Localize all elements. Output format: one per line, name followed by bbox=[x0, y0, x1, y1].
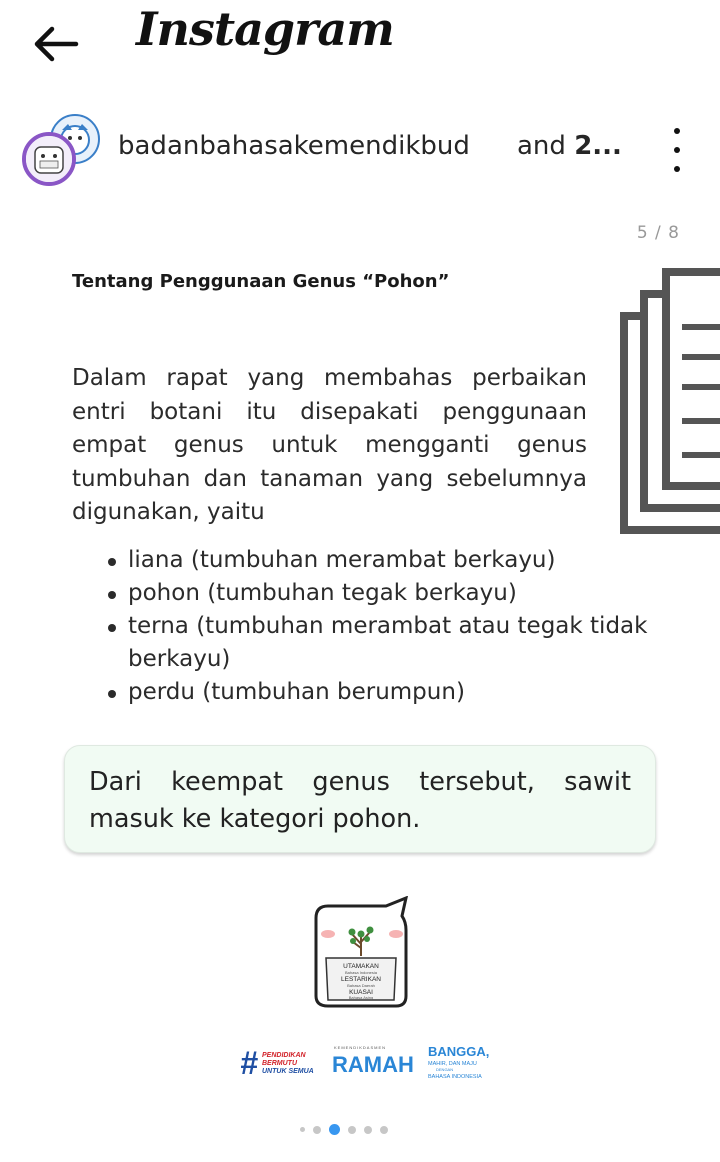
hashtag-icon: # bbox=[240, 1045, 258, 1081]
logo-bangga-sub3: BAHASA INDONESIA bbox=[428, 1074, 482, 1080]
pagination-dot-active[interactable] bbox=[329, 1124, 340, 1135]
carousel-pagination bbox=[300, 1124, 388, 1135]
slide-counter: 5 / 8 bbox=[636, 223, 680, 243]
post-username[interactable]: badanbahasakemendikbud bbox=[118, 131, 470, 161]
logo-ramah-top: KEMENDIKDASMEN bbox=[334, 1045, 387, 1050]
logo-pendidikan-3: UNTUK SEMUA bbox=[262, 1068, 314, 1075]
list-item: pohon (tumbuhan tegak berkayu) bbox=[72, 577, 672, 610]
slide-body-text: Dalam rapat yang membahas perbaikan entri botani itu disepakati penggunaan empat genus untuk mengganti genus tumbuhan dan tanaman yang sebelumnya digunakan, yaitu bbox=[72, 365, 587, 525]
document-stack-icon bbox=[620, 268, 720, 538]
logo-ramah: RAMAH bbox=[332, 1052, 414, 1077]
callout-text: Dari keempat genus tersebut, sawit masuk ke kategori pohon. bbox=[89, 767, 631, 834]
logo-bangga-sub: MAHIR, DAN MAJU bbox=[428, 1061, 477, 1067]
mascot-text-4: Bahasa Daerah bbox=[347, 983, 375, 988]
logo-bangga: BANGGA, bbox=[428, 1044, 490, 1059]
instagram-logo: Instagram bbox=[136, 2, 394, 56]
back-arrow-icon[interactable] bbox=[30, 18, 82, 70]
genus-list bbox=[72, 544, 672, 709]
list-item: liana (tumbuhan merambat berkayu) bbox=[72, 544, 672, 577]
mascot-illustration bbox=[306, 896, 416, 1012]
logo-pendidikan-1: PENDIDIKAN bbox=[262, 1052, 306, 1059]
pagination-dot[interactable] bbox=[300, 1127, 305, 1132]
coauthors-label[interactable] bbox=[517, 131, 622, 161]
pagination-dot[interactable] bbox=[364, 1126, 372, 1134]
pagination-dot[interactable] bbox=[380, 1126, 388, 1134]
profile-avatar bbox=[22, 132, 76, 186]
coauthors-prefix: and bbox=[517, 131, 566, 161]
mascot-text-1: UTAMAKAN bbox=[343, 963, 379, 970]
mascot-text-3: LESTARIKAN bbox=[341, 976, 381, 983]
campaign-logos bbox=[240, 1038, 490, 1086]
callout-box bbox=[64, 745, 656, 853]
coauthors-count: 2... bbox=[574, 131, 622, 161]
mascot-text-2: Bahasa Indonesia bbox=[344, 970, 378, 975]
list-item: terna (tumbuhan merambat atau tegak tidak berkayu) bbox=[72, 610, 672, 676]
logo-bangga-sub2: DENGAN bbox=[436, 1067, 454, 1072]
more-vertical-icon[interactable] bbox=[664, 128, 690, 172]
logo-pendidikan-2: BERMUTU bbox=[262, 1060, 297, 1067]
pagination-dot[interactable] bbox=[313, 1126, 321, 1134]
pagination-dot[interactable] bbox=[348, 1126, 356, 1134]
slide-title: Tentang Penggunaan Genus “Pohon” bbox=[72, 271, 450, 292]
mascot-text-5: KUASAI bbox=[349, 989, 373, 996]
avatar[interactable] bbox=[22, 112, 102, 192]
mascot-text-6: Bahasa Asing bbox=[348, 995, 374, 1000]
list-item: perdu (tumbuhan berumpun) bbox=[72, 676, 672, 709]
